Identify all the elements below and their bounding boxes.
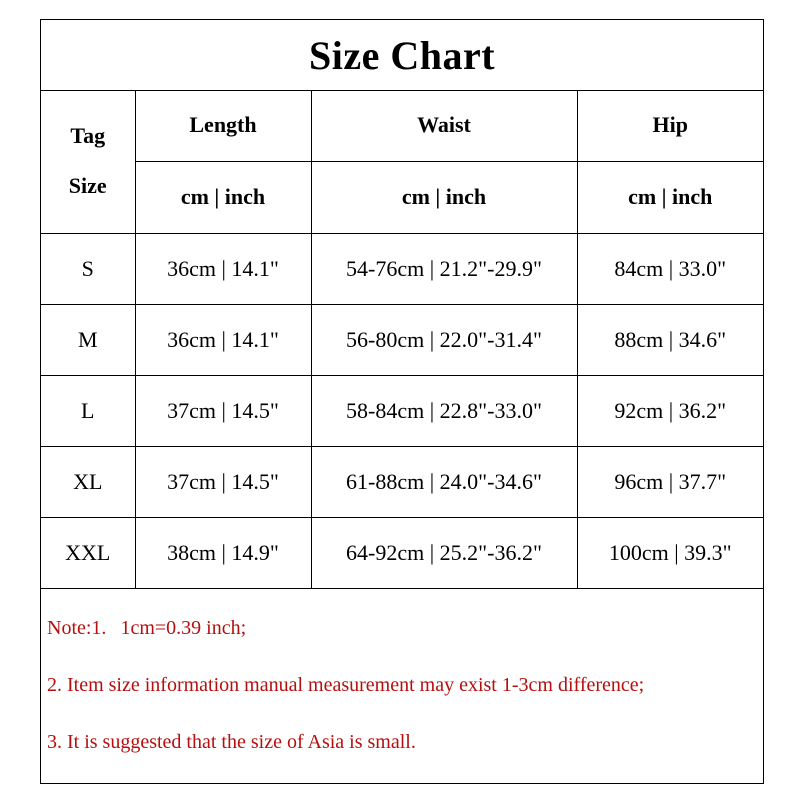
column-header-hip: Hip [577, 90, 763, 161]
size-table [41, 90, 763, 589]
hip-cell: 92cm | 36.2" [577, 375, 763, 446]
length-cell: 38cm | 14.9" [135, 517, 311, 588]
table-row [41, 233, 763, 304]
note-2: 2. Item size information manual measurement may exist 1-3cm difference; [47, 674, 645, 696]
header-row-units [41, 161, 763, 233]
note-1 [47, 617, 246, 640]
note-1-text: 1cm=0.39 inch; [120, 617, 247, 639]
length-cell: 36cm | 14.1" [135, 233, 311, 304]
length-cell: 37cm | 14.5" [135, 446, 311, 517]
hip-cell: 100cm | 39.3" [577, 517, 763, 588]
unit-header-length: cm | inch [135, 161, 311, 233]
tag-header-line2: Size [68, 173, 107, 199]
note-1-prefix: Note:1. [47, 617, 107, 639]
table-row [41, 446, 763, 517]
note-3: 3. It is suggested that the size of Asia is small. [47, 731, 416, 753]
tag-size-header [41, 90, 135, 233]
size-cell: XL [41, 446, 135, 517]
waist-cell: 61-88cm | 24.0"-34.6" [311, 446, 577, 517]
column-header-length: Length [135, 90, 311, 161]
table-row [41, 517, 763, 588]
notes-section [41, 588, 763, 784]
size-cell: S [41, 233, 135, 304]
waist-cell: 56-80cm | 22.0"-31.4" [311, 304, 577, 375]
size-cell: XXL [41, 517, 135, 588]
waist-cell: 54-76cm | 21.2"-29.9" [311, 233, 577, 304]
unit-header-waist: cm | inch [311, 161, 577, 233]
table-row [41, 375, 763, 446]
waist-cell: 64-92cm | 25.2"-36.2" [311, 517, 577, 588]
hip-cell: 88cm | 34.6" [577, 304, 763, 375]
waist-cell: 58-84cm | 22.8"-33.0" [311, 375, 577, 446]
title-row [41, 20, 763, 91]
size-cell: L [41, 375, 135, 446]
page-title: Size Chart [308, 32, 496, 78]
size-cell: M [41, 304, 135, 375]
hip-cell: 96cm | 37.7" [577, 446, 763, 517]
length-cell: 37cm | 14.5" [135, 375, 311, 446]
hip-cell: 84cm | 33.0" [577, 233, 763, 304]
header-row-names [41, 90, 763, 161]
length-cell: 36cm | 14.1" [135, 304, 311, 375]
unit-header-hip: cm | inch [577, 161, 763, 233]
table-row [41, 304, 763, 375]
column-header-waist: Waist [311, 90, 577, 161]
size-chart-frame [40, 19, 764, 784]
tag-header-line1: Tag [70, 123, 106, 149]
